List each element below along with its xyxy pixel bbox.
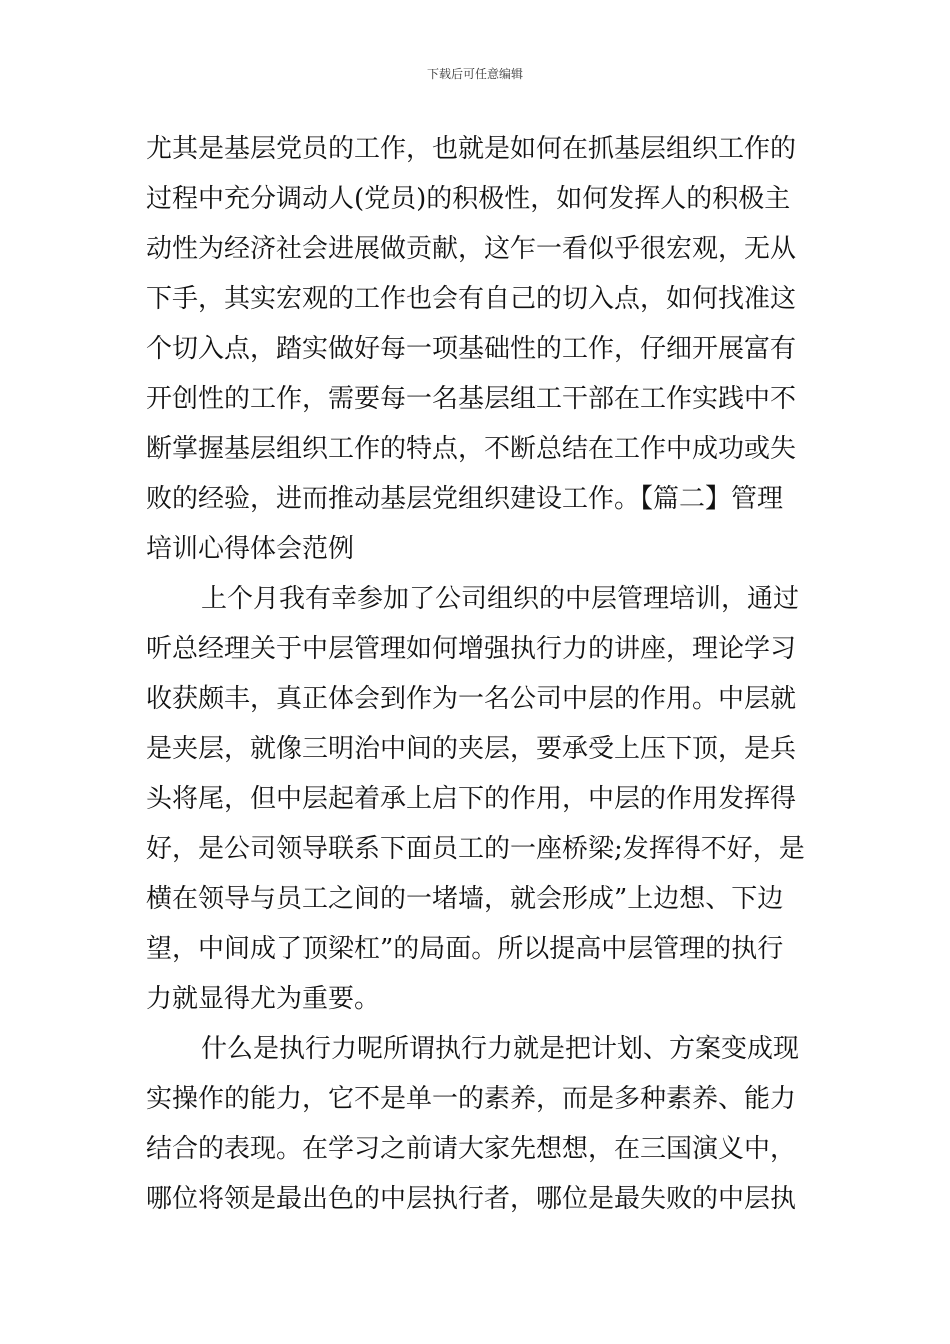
document-body xyxy=(146,124,806,1224)
paragraph-start-line: 上个月我有幸参加了公司组织的中层管理培训，通过 xyxy=(201,584,800,614)
text-line: 望，中间成了顶梁杠”的局面。所以提高中层管理的执行 xyxy=(146,934,784,964)
section-title-line: 培训心得体会范例 xyxy=(146,534,355,564)
text-line: 收获颇丰，真正体会到作为一名公司中层的作用。中层就 xyxy=(146,684,797,714)
text-line: 个切入点，踏实做好每一项基础性的工作，仔细开展富有 xyxy=(146,334,797,364)
text-line: 败的经验，进而推动基层党组织建设工作。【篇二】管理 xyxy=(146,484,784,514)
text-line: 听总经理关于中层管理如何增强执行力的讲座，理论学习 xyxy=(146,634,797,664)
text-line: 横在领导与员工之间的一堵墙，就会形成”上边想、下边 xyxy=(146,884,784,914)
text-line: 断掌握基层组织工作的特点，不断总结在工作中成功或失 xyxy=(146,434,797,464)
text-line: 开创性的工作，需要每一名基层组工干部在工作实践中不 xyxy=(146,384,797,414)
text-line: 过程中充分调动人(党员)的积极性，如何发挥人的积极主 xyxy=(146,184,791,214)
text-line: 力就显得尤为重要。 xyxy=(146,984,381,1014)
text-line: 好，是公司领导联系下面员工的一座桥梁;发挥得不好，是 xyxy=(146,834,805,864)
text-line: 头将尾，但中层起着承上启下的作用，中层的作用发挥得 xyxy=(146,784,797,814)
text-line: 动性为经济社会进展做贡献，这乍一看似乎很宏观，无从 xyxy=(146,234,797,264)
text-line: 是夹层，就像三明治中间的夹层，要承受上压下顶，是兵 xyxy=(146,734,797,764)
text-line: 哪位将领是最出色的中层执行者，哪位是最失败的中层执 xyxy=(146,1184,797,1214)
text-line: 实操作的能力，它不是单一的素养，而是多种素养、能力 xyxy=(146,1084,797,1114)
text-line: 下手，其实宏观的工作也会有自己的切入点，如何找准这 xyxy=(146,284,797,314)
text-line: 结合的表现。在学习之前请大家先想想，在三国演义中， xyxy=(146,1134,797,1164)
page-header: 下载后可任意编辑 xyxy=(426,67,523,81)
paragraph-start-line: 什么是执行力呢所谓执行力就是把计划、方案变成现 xyxy=(201,1034,800,1064)
text-line: 尤其是基层党员的工作，也就是如何在抓基层组织工作的 xyxy=(146,134,797,164)
